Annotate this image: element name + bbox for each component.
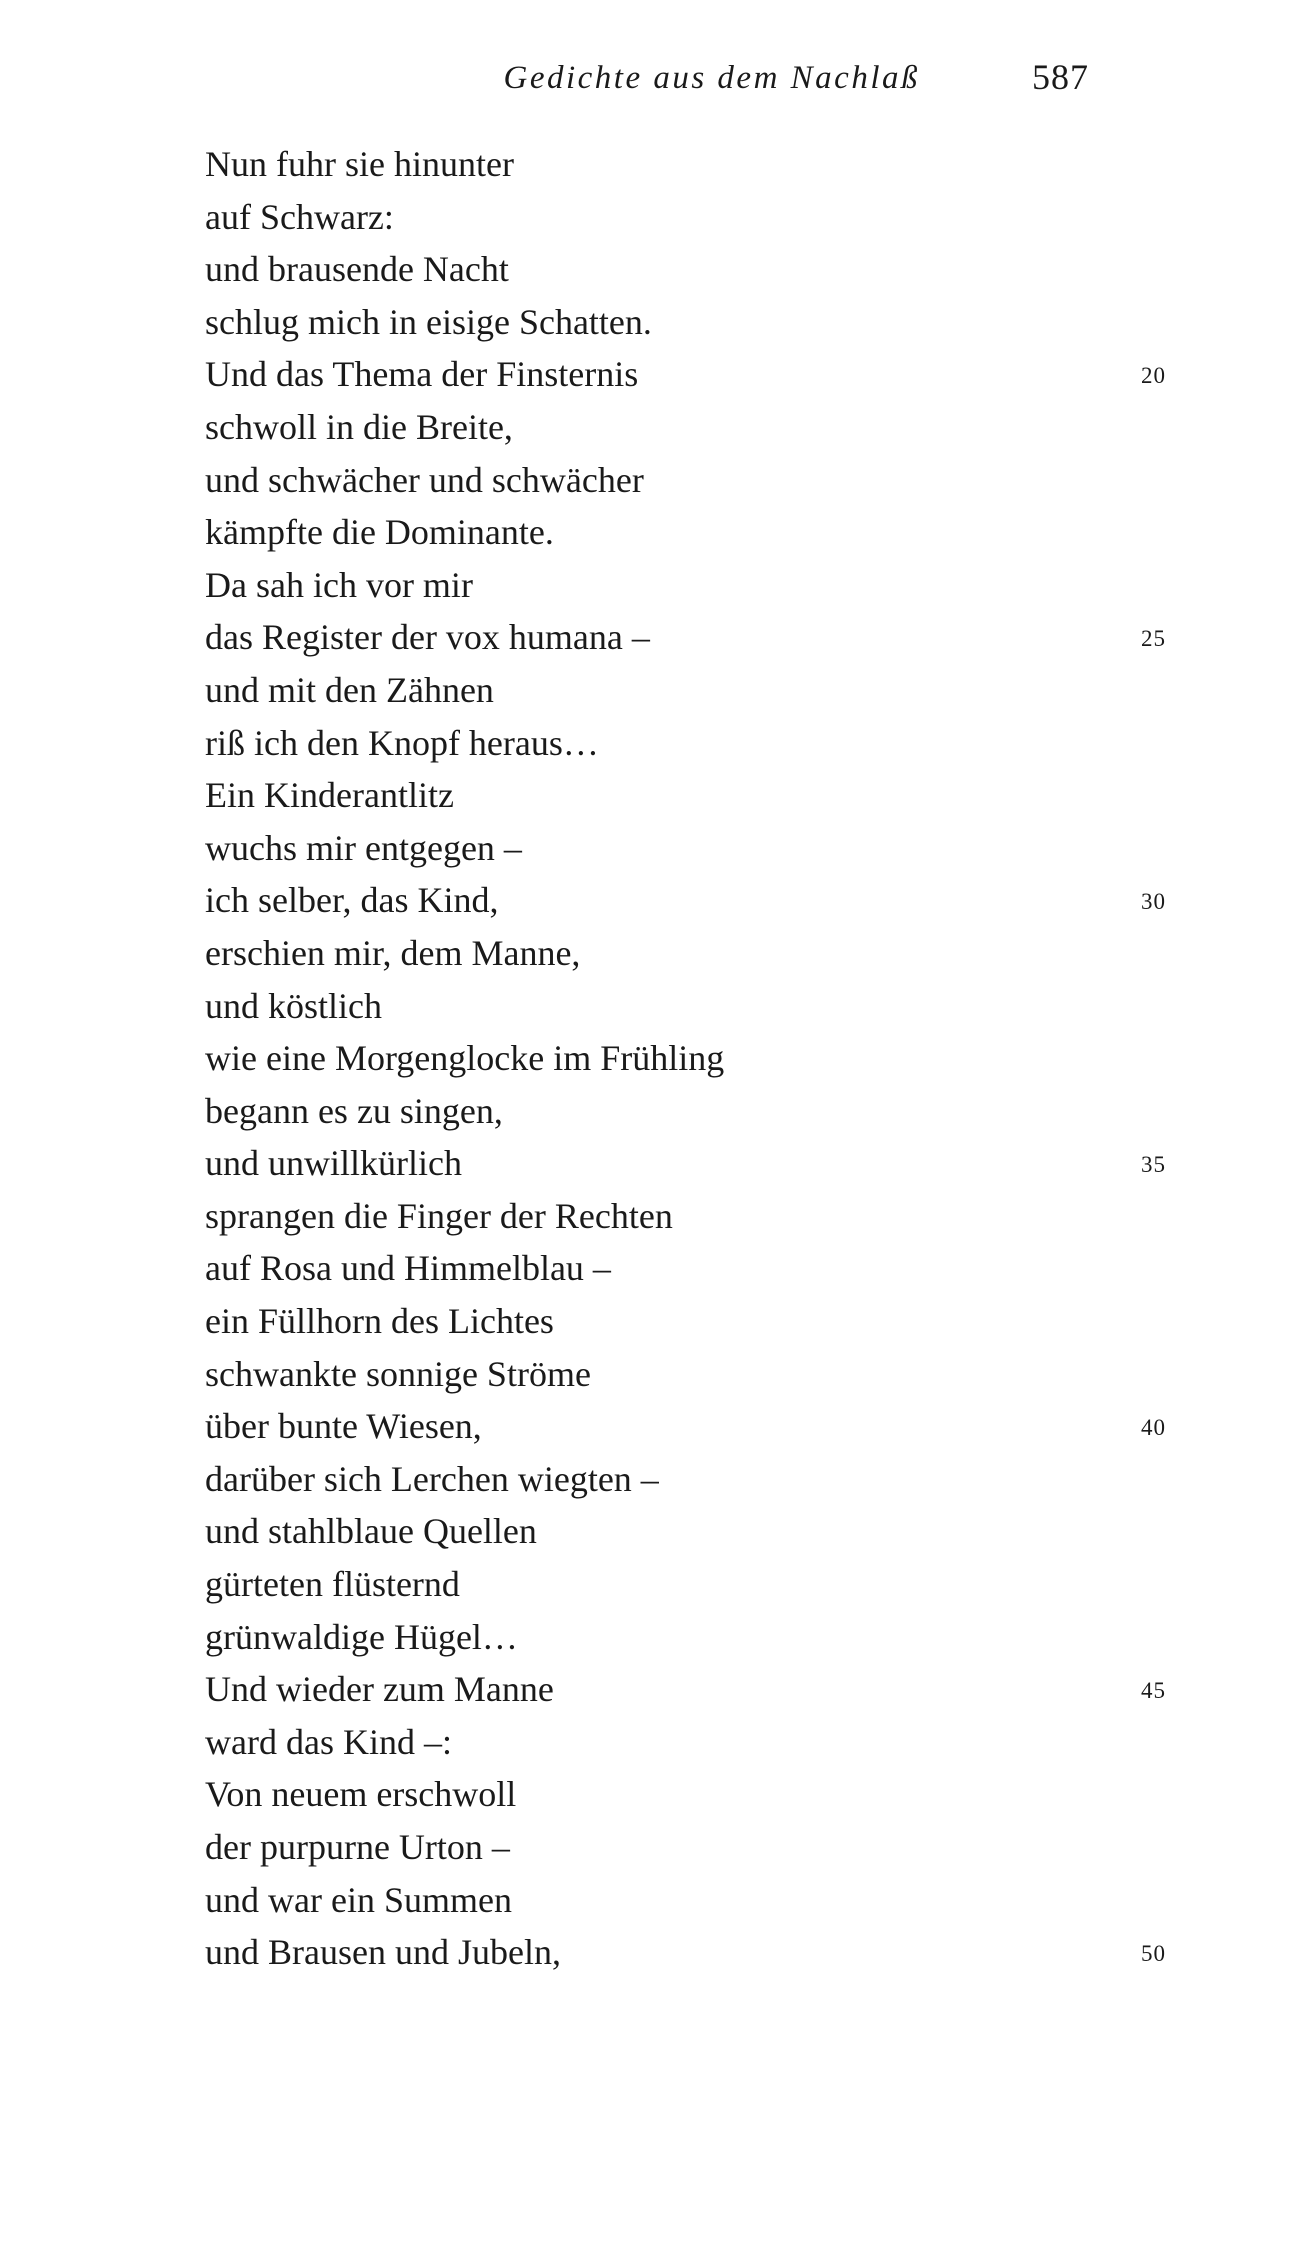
poem-line (0, 559, 1294, 612)
poem-line (0, 1085, 1294, 1138)
poem-line (0, 822, 1294, 875)
poem-line (0, 1453, 1294, 1506)
verse-text: Von neuem erschwoll (205, 1774, 517, 1815)
verse-text: wie eine Morgenglocke im Frühling (205, 1038, 725, 1079)
line-number: 20 (1141, 363, 1166, 389)
poem-line (0, 506, 1294, 559)
poem-line (0, 191, 1294, 244)
poem-line (0, 980, 1294, 1033)
poem-line (0, 1874, 1294, 1927)
poem-line (0, 401, 1294, 454)
poem-line (0, 1032, 1294, 1085)
poem-line (0, 1295, 1294, 1348)
poem-line (0, 138, 1294, 191)
poem-line (0, 1558, 1294, 1611)
poem-line (0, 611, 1294, 664)
verse-text: ein Füllhorn des Lichtes (205, 1301, 554, 1342)
verse-text: und unwillkürlich (205, 1143, 462, 1184)
verse-text: sprangen die Finger der Rechten (205, 1195, 673, 1236)
verse-text: wuchs mir entgegen – (205, 827, 522, 868)
poem-line (0, 1190, 1294, 1243)
verse-text: Und wieder zum Manne (205, 1669, 554, 1710)
poem-line (0, 717, 1294, 770)
poem-text (0, 138, 1294, 1979)
poem-line (0, 454, 1294, 507)
verse-text: der purpurne Urton – (205, 1827, 510, 1867)
poem-line (0, 348, 1294, 401)
verse-text: und brausende Nacht (205, 249, 509, 290)
poem-line (0, 1768, 1294, 1821)
verse-text: schlug mich in eisige Schatten. (205, 301, 652, 342)
verse-text: ich selber, das Kind, (205, 880, 499, 921)
line-number: 50 (1141, 1941, 1166, 1967)
poem-line (0, 1611, 1294, 1664)
line-number: 45 (1141, 1678, 1166, 1704)
verse-text: das Register der vox humana – (205, 617, 650, 658)
poem-line (0, 1663, 1294, 1716)
verse-text: auf Schwarz: (205, 196, 394, 237)
verse-text: gürteten flüsternd (205, 1564, 460, 1605)
verse-text: schwoll in die Breite, (205, 406, 513, 447)
poem-line (0, 296, 1294, 349)
verse-text: riß ich den Knopf heraus… (205, 722, 599, 763)
verse-text: erschien mir, dem Manne, (205, 932, 581, 973)
line-number: 40 (1141, 1415, 1166, 1441)
verse-text: kämpfte die Dominante. (205, 512, 554, 553)
page-number: 587 (1032, 57, 1089, 97)
poem-line (0, 1400, 1294, 1453)
line-number: 35 (1141, 1152, 1166, 1178)
verse-text: Ein Kinderantlitz (205, 775, 454, 816)
verse-text: darüber sich Lerchen wiegten – (205, 1458, 659, 1499)
poem-line (0, 243, 1294, 296)
running-title: Gedichte aus dem Nachlaß (503, 60, 920, 96)
verse-text: und war ein Summen (205, 1879, 512, 1920)
poem-line (0, 1137, 1294, 1190)
line-number: 25 (1141, 626, 1166, 652)
verse-text: ward das Kind –: (205, 1721, 452, 1762)
running-header (0, 56, 1294, 106)
verse-text: und schwächer und schwächer (205, 459, 644, 500)
verse-text: auf Rosa und Himmelblau – (205, 1248, 611, 1289)
verse-text: begann es zu singen, (205, 1090, 503, 1131)
verse-text: und mit den Zähnen (205, 669, 494, 710)
line-number: 30 (1141, 889, 1166, 915)
poem-line (0, 1926, 1294, 1979)
verse-text: Da sah ich vor mir (205, 564, 473, 605)
verse-text: Und das Thema der Finsternis (205, 354, 639, 395)
poem-line (0, 1242, 1294, 1295)
poem-line (0, 1505, 1294, 1558)
verse-text: grünwaldige Hügel… (205, 1616, 518, 1657)
poem-line (0, 1348, 1294, 1401)
poem-line (0, 874, 1294, 927)
poem-line (0, 664, 1294, 717)
poem-line (0, 1821, 1294, 1874)
verse-text: Nun fuhr sie hinunter (205, 144, 514, 184)
poem-line (0, 1716, 1294, 1769)
verse-text: und köstlich (205, 985, 382, 1026)
verse-text: schwankte sonnige Ströme (205, 1353, 591, 1394)
poem-line (0, 927, 1294, 980)
poem-line (0, 769, 1294, 822)
verse-text: über bunte Wiesen, (205, 1406, 482, 1447)
verse-text: und stahlblaue Quellen (205, 1511, 537, 1552)
verse-text: und Brausen und Jubeln, (205, 1932, 561, 1973)
